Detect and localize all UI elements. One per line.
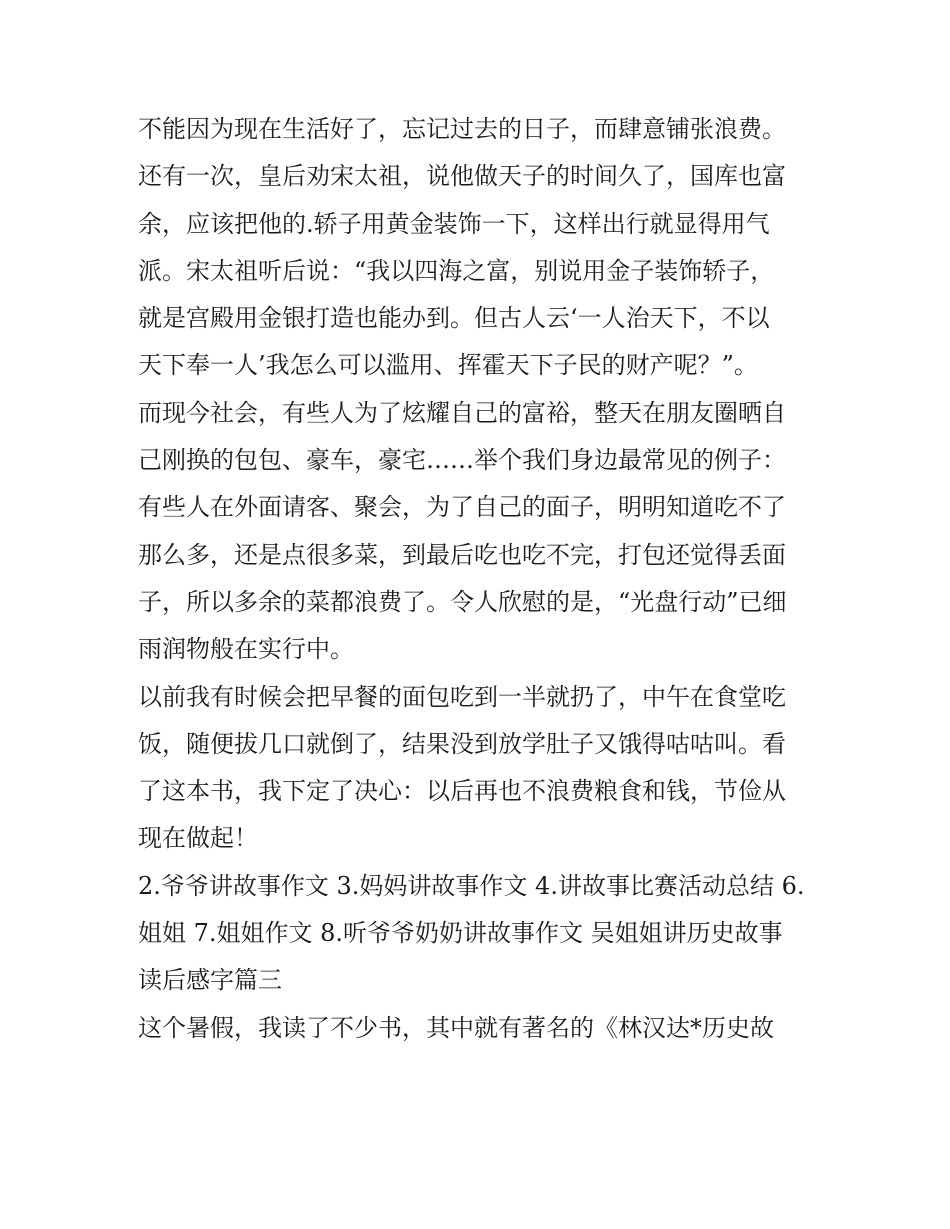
text-line: 以前我有时候会把早餐的面包吃到一半就扔了，中午在食堂吃 [138,682,786,711]
text-line: 子，所以多余的菜都浪费了。令人欣慰的是，“光盘行动”已细 [138,587,787,616]
text-line: 天下奉一人’我怎么可以滥用、挥霍天下子民的财产呢？”。 [138,351,758,380]
text-line: 就是宫殿用金银打造也能办到。但古人云‘一人治天下，不以 [138,304,770,333]
document-body [138,106,818,1052]
text-line: 余，应该把他的.轿子用黄金装饰一下，这样出行就显得用气 [138,209,770,238]
related-links-line: 2.爷爷讲故事作文 3.妈妈讲故事作文 4.讲故事比赛活动总结 6. [138,871,805,900]
text-line: 了这本书，我下定了决心：以后再也不浪费粮食和钱，节俭从 [138,777,786,806]
text-line: 己刚换的包包、豪车，豪宅……举个我们身边最常见的例子： [138,446,786,475]
text-line: 现在做起！ [138,824,258,853]
text-line: 还有一次，皇后劝宋太祖，说他做天子的时间久了，国库也富 [138,162,786,191]
text-line: 雨润物般在实行中。 [138,635,354,664]
text-line: 而现今社会，有些人为了炫耀自己的富裕，整天在朋友圈晒自 [138,398,786,427]
text-line: 有些人在外面请客、聚会，为了自己的面子，明明知道吃不了 [138,493,786,522]
text-line: 那么多，还是点很多菜，到最后吃也吃不完，打包还觉得丢面 [138,540,786,569]
text-line: 不能因为现在生活好了，忘记过去的日子，而肆意铺张浪费。 [138,115,786,143]
text-line: 这个暑假，我读了不少书，其中就有著名的《林汉达*历史故 [138,1013,774,1042]
text-line: 派。宋太祖听后说：“我以四海之富，别说用金子装饰轿子， [138,256,775,285]
related-links-line: 姐姐 7.姐姐作文 8.听爷爷奶奶讲故事作文 吴姐姐讲历史故事 [138,919,783,948]
text-line: 饭，随便拔几口就倒了，结果没到放学肚子又饿得咕咕叫。看 [138,729,786,758]
section-heading: 读后感字篇三 [138,966,282,995]
